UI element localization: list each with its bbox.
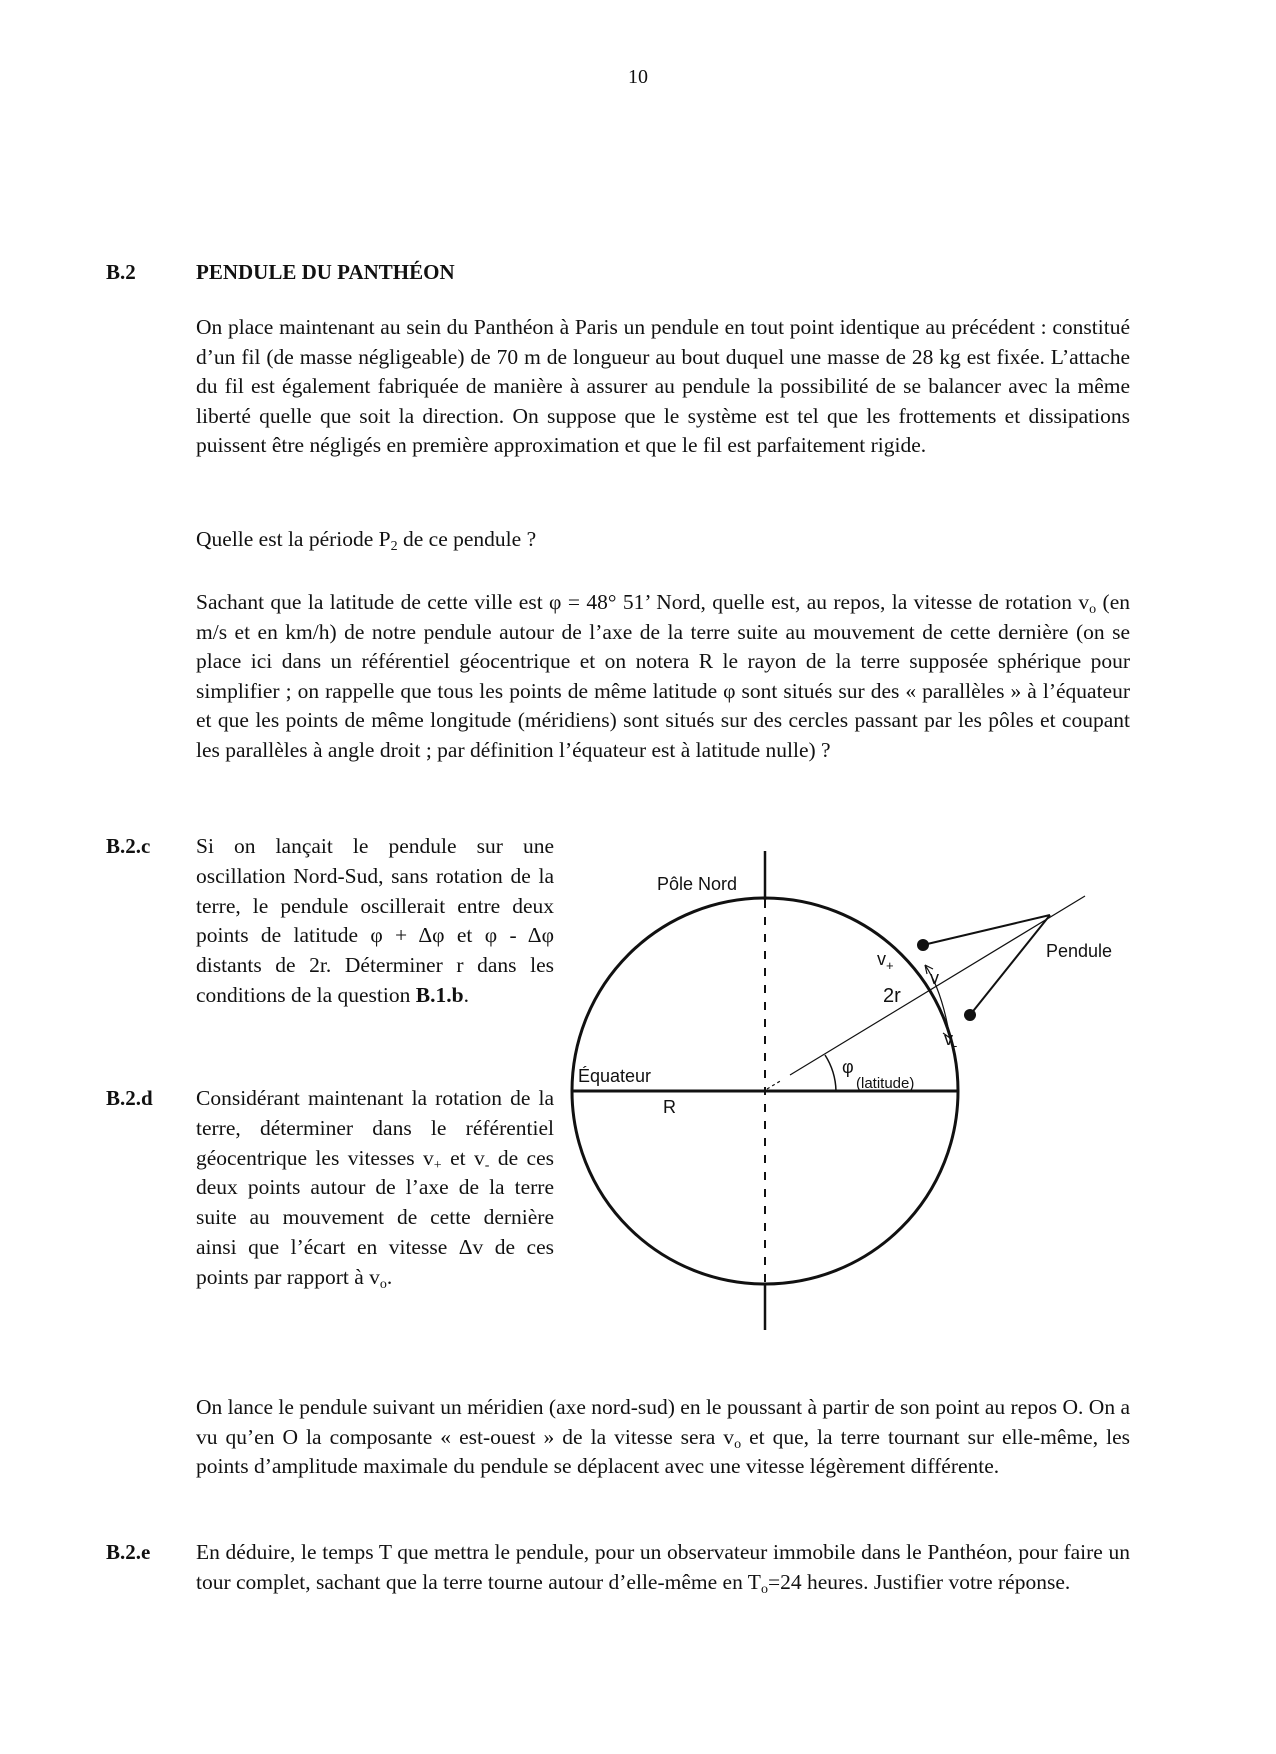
question-b2c: Si on lançait le pendule sur une oscillation Nord-Sud, sans rotation de la terre, le pendule oscillerait entre deux points de latitude φ + Δφ et φ - Δφ distants de 2r. Déterminer r dans les conditions de la question B.1.b. [196,834,554,1007]
pendulum-string-2 [970,915,1050,1015]
v-label: v [930,968,939,988]
equator-label: Équateur [578,1066,652,1086]
page-number: 10 [628,66,648,88]
question-speed: Sachant que la latitude de cette ville est φ = 48° 51’ Nord, quelle est, au repos, la vitesse de rotation $v_o$ (en m/s et en km/h) de notre pendule autour de l’axe de la terre suite au mouvement de cette dernière (on se place ici dans un référentiel géocentrique et on notera R le rayon de la terre supposée sphérique pour simplifier ; on rappelle que tous les points de même latitude φ sont situés sur des « parallèles » à l’équateur et que les points de même longitude (méridiens) sont situés sur des cercles passant par les pôles et coupant les parallèles à angle droit ; par définition l’équateur est à latitude nulle) ? [196,590,1130,762]
question-label-b2d: B.2.d [106,1086,153,1110]
section-title: PENDULE DU PANTHÉON [196,260,455,284]
pendulum-string-1 [923,915,1050,945]
phi-label: φ [842,1057,854,1077]
v-plus-label: $v_+$ [877,949,894,973]
section-label: B.2 [106,260,136,284]
question-label-b2e: B.2.e [106,1540,151,1564]
question-b2d: Considérant maintenant la rotation de la terre, déterminer dans le référentiel géocentrique les vitesses $v_+$ et $v_-$ de ces deux points autour de l’axe de la terre suite au mouvement de cette dernière ainsi que l’écart en vitesse Δv de ces points par rapport à $v_o$. [196,1086,554,1292]
pendulum-mass-2 [964,1009,976,1021]
latitude-line-start [767,1080,782,1089]
pendulum-mass-1 [917,939,929,951]
radius-label: R [663,1097,676,1117]
question-b2e: En déduire, le temps T que mettra le pendule, pour un observateur immobile dans le Panthéon, pour faire un tour complet, sachant que la terre tourne autour d’elle-même en $T_o=24$ heures. Justifier votre réponse. [196,1540,1130,1597]
latitude-angle-arc [825,1055,836,1091]
pendule-label: Pendule [1046,941,1113,961]
two-r-label: 2r [883,985,901,1007]
earth-diagram [560,840,1120,1340]
question-period: Quelle est la période $P_2$ de ce pendule ? [196,527,537,554]
pole-nord-label: Pôle Nord [657,874,738,894]
launch-paragraph: On lance le pendule suivant un méridien (axe nord-sud) en le poussant à partir de son point au repos O. On a vu qu’en O la composante « est-ouest » de la vitesse sera $v_o$ et que, la terre tournant sur elle-même, les points d’amplitude maximale du pendule se déplacent avec une vitesse légèrement différente. [196,1395,1130,1478]
latitude-label: (latitude) [856,1075,915,1092]
v-minus-label: $v_-$ [944,1029,958,1053]
intro-paragraph: On place maintenant au sein du Panthéon à Paris un pendule en tout point identique au précédent : constitué d’un fil (de masse négligeable) de 70 m de longueur au bout duquel une masse de 28 kg est fixée. L’attache du fil est également fabriquée de manière à assurer au pendule la possibilité de se balancer avec la même liberté quelle que soit la direction. On suppose que le système est tel que les frottements et dissipations puissent être négligés en première approximation et que le fil est parfaitement rigide. [196,315,1130,457]
question-label-b2c: B.2.c [106,834,151,858]
